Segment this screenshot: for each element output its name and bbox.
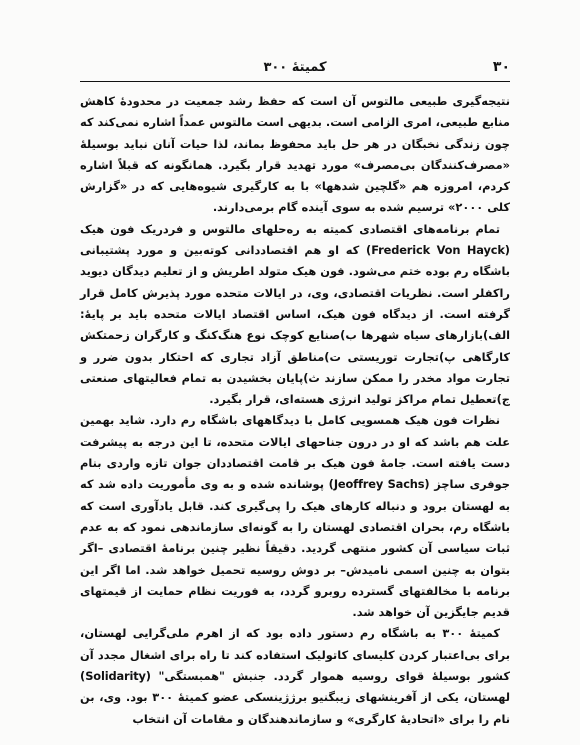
book-page (80, 55, 511, 726)
header-rule (80, 81, 510, 82)
paragraph: کمیتهٔ ۳۰۰ به باشگاه رم دستور داده بود که از اهرم ملی‌گرایی لهستان، برای بی‌اعتبار کردن کلیسای کاتولیک استفاده کند تا راه برای اشغال مجدد آن کشور بوسیلهٔ قوای روسیه هموار گردد. جنبش "همبستگی" (Solidarity) لهستان، یکی از آفرینشهای زیبگنیو برژژینسکی عضو کمیتهٔ ۳۰۰ بود. وی، بن نام را برای «اتحادیهٔ کارگری» و سازماندهندگان و مقامات آن انتخاب (80, 626, 510, 726)
body-text (80, 91, 510, 730)
paragraph: تمام برنامه‌های اقتصادی کمیته به ره‌حلهای مالتوس و فردریک فون هیک (Frederick Von Hayck) که او هم اقتصاددانی کوته‌بین و مورد پشتیبانی باشگاه رم بوده ختم می‌شود. فون هیک متولد اطریش و از تعلیم دیدگان دیوید راکفلر است. نظریات اقتصادی، وی، در ایالات متحده مورد پذیرش کامل قرار گرفته است. از دیدگاه فون هیک، اساس اقتصاد ایالات متحده باید بر پایهٔ: الف)بازارهای سیاه شهرها ب)صنایع کوچک نوع هنگ‌کنگ و کارگران زحمتکش کارگاهی پ)تجارت توریستی ت)مناطق آزاد تجاری که احتکار بدون ضرر و تجارت مواد مخدر را ممکن سازند ث)پایان بخشیدن به تمام فعالیتهای صنعتی ج)تعطیل تمام مراکز تولید انرژی هسته‌ای، قرار بگیرد. (80, 221, 511, 407)
page-header (80, 55, 510, 77)
paragraph: نظرات فون هیک همسویی کامل با دیدگاههای باشگاه رم دارد. شاید بهمین علت هم باشد که او در درون جناحهای ایالات متحده، تا این درجه به پیشرفت دست یافته است. جامهٔ فون هیک بر قامت اقتصاددان جوان تازه واردی بنام جوفری ساچز (Jeoffrey Sachs) پوشانده شده و به وی مأموریت داده شد که به لهستان برود و دنباله کارهای هیک را پی‌گیری کند. قابل یادآوری است که باشگاه رم، بحران اقتصادی لهستان را به گونه‌ای سازماندهی نمود که به عدم ثبات سیاسی آن کشور منتهی گردید. دقیقاً نظیر چنین برنامهٔ اقتصادی –اگر بتوان به چنین اسمی نامیدش– بر دوش روسیه تحمیل خواهد شد. اما اگر این برنامه با مخالفتهای گسترده روبرو گردد، به فوریت نظام حمایت از قیمتهای قدیم جایگزین آن خواهد شد. (80, 413, 510, 620)
paragraph: نتیجه‌گیری طبیعی مالتوس آن است که حفظ رشد جمعیت در محدودهٔ کاهش منابع طبیعی، امری الزامی است. بدیهی است مالتوس عمداً اشاره نمی‌کند که چون زندگی نخبگان در هر حل باید محفوظ بماند، لذا حیات آنان نباید بوسیلهٔ «مصرف‌کنندگان بی‌مصرف» مورد تهدید قرار بگیرد. همانگونه که قبلاً اشاره کردم، امروزه هم «گلچین شدهها» با به کارگیری شیوه‌هایی که در «گزارش کلی ۲۰۰۰» ترسیم شده به سوی آینده گام برمی‌دارند. (80, 94, 510, 215)
page-number: ۳۰ (492, 59, 510, 75)
running-title: کمیتهٔ ۳۰۰ (263, 60, 327, 75)
